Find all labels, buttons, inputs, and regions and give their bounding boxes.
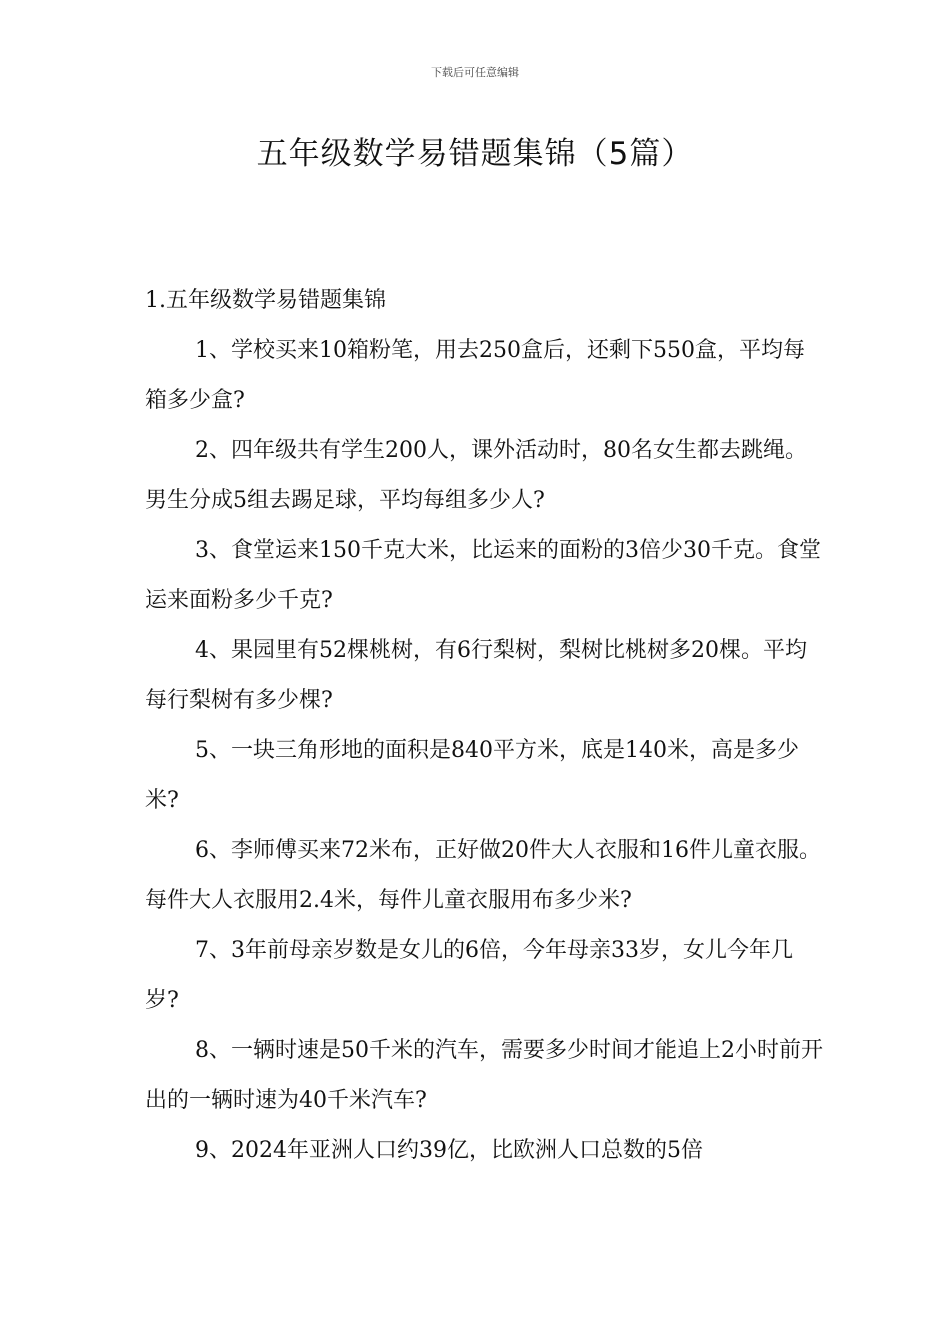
- problem-1: 1、学校买来10箱粉笔，用去250盒后，还剩下550盒，平均每箱多少盒?: [145, 338, 805, 413]
- problem-5: 5、一块三角形地的面积是840平方米，底是140米，高是多少米?: [145, 738, 799, 813]
- problem-6: 6、李师傅买来72米布，正好做20件大人衣服和16件儿童衣服。每件大人衣服用2.4米，每件儿童衣服用布多少米?: [145, 838, 821, 913]
- section-heading: 1.五年级数学易错题集锦: [145, 288, 386, 313]
- problem-8: 8、一辆时速是50千米的汽车，需要多少时间才能追上2小时前开出的一辆时速为40千米汽车?: [145, 1038, 823, 1113]
- document-body: [145, 276, 825, 1176]
- problem-2: 2、四年级共有学生200人，课外活动时，80名女生都去跳绳。男生分成5组去踢足球，平均每组多少人?: [145, 438, 807, 513]
- document-title: 五年级数学易错题集锦（5篇）: [256, 136, 694, 172]
- problem-4: 4、果园里有52棵桃树，有6行梨树，梨树比桃树多20棵。平均每行梨树有多少棵?: [145, 638, 807, 713]
- header-note: 下载后可任意编辑: [431, 66, 519, 79]
- problem-9: 9、2024年亚洲人口约39亿，比欧洲人口总数的5倍: [195, 1138, 703, 1163]
- problem-3: 3、食堂运来150千克大米，比运来的面粉的3倍少30千克。食堂运来面粉多少千克?: [145, 538, 821, 613]
- problem-7: 7、3年前母亲岁数是女儿的6倍，今年母亲33岁，女儿今年几岁?: [145, 938, 793, 1013]
